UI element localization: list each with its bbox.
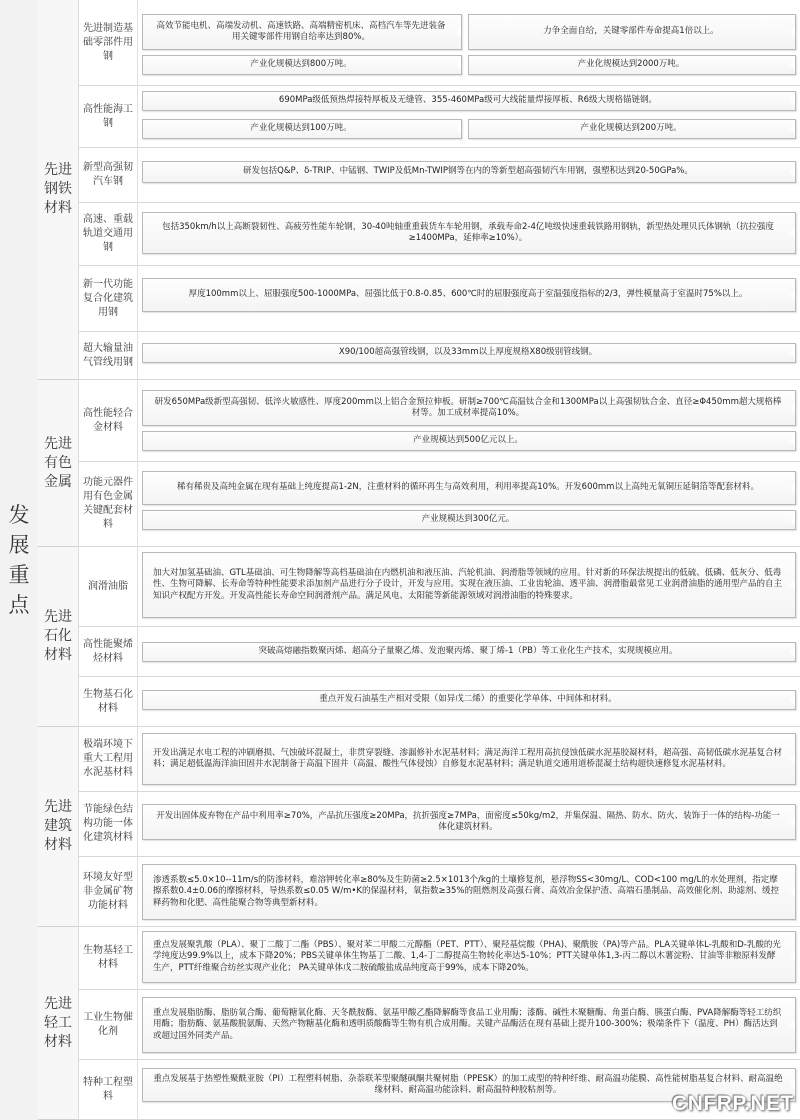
category-building xyxy=(38,727,79,927)
item-label-cell: 高性能轻合金材料 xyxy=(79,380,138,462)
item-label-cell: 生物基石化材料 xyxy=(79,677,138,727)
watermark: CNFRP.NET xyxy=(672,1092,794,1115)
item-label-cell: 高速、重载轨道交通用钢 xyxy=(79,203,138,266)
target-box: 研发650MPa级新型高强韧、低淬火敏感性、厚度200mm以上铝合金预拉伸板。研制≥700℃高温钛合金和1300MPa以上高强韧钛合金、直径≥Φ450mm超大规格棒材等。加工成材率提高10%。 xyxy=(142,390,796,426)
target-box: 产业规模达到500亿元以上。 xyxy=(142,431,796,451)
item-label-cell: 生物基轻工材料 xyxy=(79,927,138,990)
main-label: 发展重点 xyxy=(8,503,30,617)
target-box: 开发出满足水电工程的冲刷磨损、气蚀破坏混凝土，非贯穿裂缝、渗漏修补水泥基材料；满足海洋工程用高抗侵蚀低碳水泥基胶凝材料，超高强、高韧低碳水泥基复合材料；满足超低温海洋油田固井水泥制备于高温下固井（高温、酸性气体侵蚀）自修复水泥基材料；满足轨道交通用道桥混凝土结构超快速修复水泥基材料。 xyxy=(142,733,796,785)
target-box: 产业化规模达到2000万吨。 xyxy=(468,55,796,75)
target-box: 重点发展脂肪酶、脂肪氧合酶、葡萄糖氧化酶、天冬酰胺酶、氨基甲酸乙酯降解酶等食品工业用酶；漆酶、碱性木聚糖酶、角蛋白酶、胰蛋白酶、PVA降解酶等轻工纺织用酶；脂肪酶、氨基酸脱氨酶、天然产物糖基化酶和透明质酸酶等生物有机合成用酶。关键产品酶活在现有基础上提升100-300%；极端条件下（温度、PH）酶活达到或超过国外同类产品。 xyxy=(142,997,796,1053)
category-label: 先进钢铁材料 xyxy=(44,162,72,216)
item-label-cell: 润滑油脂 xyxy=(79,547,138,627)
target-box: 重点发展聚乳酸（PLA）、聚丁二酸丁二酯（PBS）、聚对苯二甲酸二元醇酯（PET、PTT）、聚羟基烷酸（PHA)、聚酰胺（PA)等产品。PLA关键单体L-乳酸和D-乳酸的光学纯度达99.9%以上，成本下降20%；PBS关键单体生物基丁二酸、1,4-丁二醇提高生物转化率达5-10%；PTT关键单体1,3-丙二醇以木薯淀粉、甘油等非粮原料发酵生产，PTT纤维聚合纺丝实现产业化； PA关键单体戊二胺硫酸盐成品纯度高于99%，成本下降20%。 xyxy=(142,931,796,983)
target-box: 产业规模达到300亿元。 xyxy=(142,510,796,530)
item-label-cell: 高性能聚烯烃材料 xyxy=(79,627,138,677)
item-label-cell: 功能元器件用有色金属关键配套材料 xyxy=(79,462,138,547)
target-box: X90/100超高强管线钢，以及33mm以上厚度规格X80级别管线钢。 xyxy=(142,343,796,363)
category-label: 先进轻工材料 xyxy=(44,995,72,1050)
category-label: 先进建筑材料 xyxy=(44,799,72,853)
category-nonferrous xyxy=(38,380,79,547)
target-box: 产业化规模达到100万吨。 xyxy=(142,119,462,139)
category-petrochemical xyxy=(38,547,79,727)
category-label: 先进石化材料 xyxy=(44,609,72,663)
target-box: 包括350km/h以上高断裂韧性、高疲劳性能车轮钢，30-40吨轴重重载货车车轮用钢，承载寿命2-4亿吨级快速重载铁路用钢轨，新型热处理贝氏体钢轨（抗拉强度≥1400MPa，延伸率≥10%）。 xyxy=(142,212,796,254)
target-box: 加大对加氢基础油、GTL基础油、可生物降解等高档基础油在内燃机油和液压油、汽轮机油、润滑脂等领域的应用。针对新的环保法规提出的低硫、低磷、低灰分、低毒性、生物可降解、长寿命等特种性能要求添加剂产品进行分子设计，开发与应用。实现在液压油、工业齿轮油、透平油、润滑脂最常见工业润滑油脂的通用型产品的自主知识产权配方开发。开发高性能长寿命空间润滑剂产品。满足风电、太阳能等新能源领域对润滑油脂的特殊要求。 xyxy=(142,552,796,618)
target-box: 690MPa级低预热焊接特厚板及无缝管、355-460MPa级可大线能量焊接厚板、R6级大规格锚链钢。 xyxy=(142,91,796,111)
main-label-column xyxy=(0,0,39,1120)
item-label-cell: 高性能海工钢 xyxy=(79,86,138,148)
target-box: 产业化规模达到200万吨。 xyxy=(468,119,796,139)
target-box: 重点发展基于热塑性聚酰亚胺（PI）工程塑料树脂、杂萘联苯型聚醚砜酮共聚树脂（PPESK）的加工成型的特种纤维、耐高温功能膜、高性能树脂基复合材料、耐高温绝缘材料、耐高温功能涂料、耐高温特种胶粘剂等。 xyxy=(142,1068,796,1102)
item-label-cell: 极端环境下重大工程用水泥基材料 xyxy=(79,727,138,792)
category-label: 先进有色金属 xyxy=(44,435,72,490)
item-label-cell: 新型高强韧汽车钢 xyxy=(79,148,138,203)
target-box: 力争全面自给，关键零部件寿命提高1倍以上。 xyxy=(468,14,796,50)
item-label-cell: 工业生物催化剂 xyxy=(79,990,138,1060)
category-steel xyxy=(38,0,79,380)
category-light-industry xyxy=(38,927,79,1120)
item-label-cell: 新一代功能复合化建筑用钢 xyxy=(79,266,138,332)
item-label-cell: 特种工程塑料 xyxy=(79,1060,138,1120)
target-box: 开发出固体废弃物在产品中利用率≥70%，产品抗压强度≥20MPa，抗折强度≥7MPa，面密度≤50kg/m2，并集保温、隔热、防水、防火、装饰于一体的结构-功能一体化建筑材料。 xyxy=(142,804,796,840)
target-box: 研发包括Q&P、δ-TRIP、中锰钢、TWIP及低Mn-TWIP钢等在内的等新型超高强韧汽车用钢，强塑积达到20-50GPa%。 xyxy=(142,161,796,183)
target-box: 厚度100mm以上、屈服强度500-1000MPa、屈强比低于0.8-0.85、600℃时的屈服强度高于室温强度指标的2/3，弹性模量高于室温时75%以上。 xyxy=(142,278,796,312)
target-box: 高效节能电机、高端发动机、高速铁路、高端精密机床、高档汽车等先进装备用关键零部件用钢自给率达到80%。 xyxy=(142,14,462,50)
item-label-cell: 节能绿色结构功能一体化建筑材料 xyxy=(79,792,138,857)
target-box: 产业化规模达到800万吨。 xyxy=(142,55,462,75)
target-box: 渗透系数≤5.0×10--11m/s的防渗材料，难溶钾转化率≥80%及生防菌≥2.5×1013个/kg的土壤修复剂，悬浮物SS<30mg/L、COD<100 mg/L的水处理剂，指定摩擦系数0.4±0.06的摩擦材料，导热系数≤0.05 W/m•K的保温材料，氧指数≥35%的阻燃剂及高强石膏、高效冶金保护渣、高端石墨制品、高效催化剂、助滤剂、缓控释药物和化肥、高性能聚合物等典型新材料。 xyxy=(142,864,796,920)
item-label-cell: 超大输量油气管线用钢 xyxy=(79,332,138,380)
target-box: 稀有稀贵及高纯金属在现有基础上纯度提高1-2N，注重材料的循环再生与高效利用，利用率提高10%。开发600mm以上高纯无氧铜压延铜箔等配套材料。 xyxy=(142,471,796,505)
item-label-cell: 环境友好型非金属矿物功能材料 xyxy=(79,857,138,927)
item-label-cell: 先进制造基础零部件用钢 xyxy=(79,0,138,86)
target-box: 重点开发石油基生产相对受限（如异戊二烯）的重要化学单体、中间体和材料。 xyxy=(142,690,796,710)
target-box: 突破高熔融指数聚丙烯、超高分子量聚乙烯、发泡聚丙烯、聚丁烯-1（PB）等工业化生产技术，实现规模应用。 xyxy=(142,642,796,662)
